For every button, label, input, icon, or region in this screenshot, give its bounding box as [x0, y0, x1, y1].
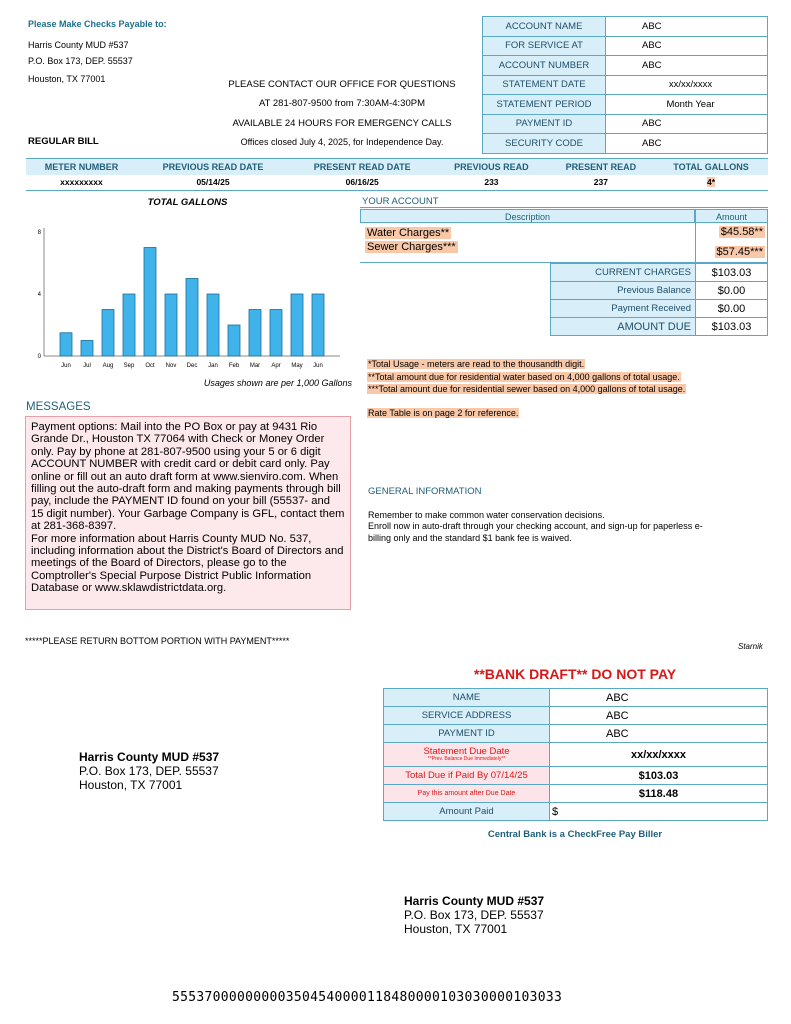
- water-charges-amount: $45.58**: [720, 226, 763, 238]
- totals-row: [551, 264, 768, 282]
- stub-row: [384, 689, 768, 707]
- account-name-label: ACCOUNT NAME: [483, 17, 606, 37]
- payment-received-label: Payment Received: [551, 300, 696, 318]
- bar: [207, 294, 219, 356]
- present-read-value: 237: [548, 175, 654, 191]
- remit-name: Harris County MUD #537: [79, 750, 220, 764]
- general-information-label: GENERAL INFORMATION: [368, 486, 482, 497]
- contact-line-4: Offices closed July 4, 2025, for Independence Day.: [240, 137, 444, 147]
- bar: [270, 310, 282, 357]
- y-tick-label: 0: [37, 354, 41, 360]
- messages-payment-text: Payment options: Mail into the PO Box or pay at 9431 Rio Grande Dr., Houston TX 77064 with Check or Money Order only. Pay by phone at 281-807-9500 using your 5 or 6 digit ACCOUNT NUMBER with credit card or debit card only. Pay online or fill out an auto draft form at www.sienviro.com. When filling out the auto-draft form and making payments through bill pay, include the PAYMENT ID found on your bill (55537- and 15 digit number). Your Garbage Company is GFL, contact them at 281-368-8397.: [31, 421, 345, 533]
- charges-divider: [695, 223, 696, 263]
- present-read-date-value: 06/16/25: [289, 175, 435, 191]
- security-code-value: ABC: [606, 134, 768, 154]
- account-row: [483, 36, 768, 56]
- chart-y-labels: [38, 230, 42, 360]
- stub-row: [384, 767, 768, 785]
- statement-date-label: STATEMENT DATE: [483, 75, 606, 95]
- account-row: [483, 134, 768, 154]
- charges-right-border: [767, 223, 768, 263]
- amount-due-value: $103.03: [696, 318, 768, 336]
- x-tick-label: Jan: [208, 363, 218, 369]
- stub-after-due-label: Pay this amount after Due Date: [384, 785, 550, 803]
- stub-row: [384, 725, 768, 743]
- bar: [60, 333, 72, 356]
- statement-period-value: Month Year: [606, 95, 768, 115]
- meter-number-header: METER NUMBER: [26, 159, 137, 175]
- note-water: **Total amount due for residential water based on 4,000 gallons of total usage.: [368, 372, 680, 382]
- description-header: Description: [360, 209, 695, 223]
- bar: [228, 325, 240, 356]
- account-row: [483, 75, 768, 95]
- amount-header: Amount: [695, 209, 768, 223]
- current-charges-label: CURRENT CHARGES: [551, 264, 696, 282]
- stub-service-label: SERVICE ADDRESS: [384, 707, 550, 725]
- sewer-charges-label: Sewer Charges***: [367, 241, 456, 253]
- total-gallons-value: [654, 175, 768, 191]
- y-tick-label: 4: [37, 292, 41, 298]
- security-code-label: SECURITY CODE: [483, 134, 606, 154]
- x-tick-label: Nov: [165, 363, 177, 369]
- payable-name: Harris County MUD #537: [28, 40, 129, 50]
- account-number-label: ACCOUNT NUMBER: [483, 56, 606, 76]
- x-tick-label: Oct: [145, 363, 155, 369]
- contact-line-3: AVAILABLE 24 HOURS FOR EMERGENCY CALLS: [232, 118, 452, 129]
- bar: [291, 294, 303, 356]
- customer-name: Harris County MUD #537: [404, 894, 545, 908]
- total-gallons-header: TOTAL GALLONS: [654, 159, 768, 175]
- remit-address: [79, 750, 219, 792]
- x-tick-label: Aug: [102, 363, 114, 369]
- general-line-2: Enroll now in auto-draft through your checking account, and sign-up for paperless e-: [368, 521, 703, 531]
- bar: [186, 279, 198, 357]
- bar: [102, 310, 114, 357]
- payable-address-line2: Houston, TX 77001: [28, 74, 106, 84]
- x-tick-label: Jun: [61, 363, 71, 369]
- present-read-date-header: PRESENT READ DATE: [289, 159, 435, 175]
- current-charges-value: $103.03: [696, 264, 768, 282]
- bar: [144, 248, 156, 357]
- stub-service-value: ABC: [550, 707, 768, 725]
- payment-id-label: PAYMENT ID: [483, 114, 606, 134]
- stub-due-date-title: Statement Due Date: [423, 746, 510, 757]
- account-number-value: ABC: [606, 56, 768, 76]
- stub-row: [384, 707, 768, 725]
- stub-row: [384, 803, 768, 821]
- remit-line-2: Houston, TX 77001: [79, 778, 183, 792]
- water-charges-label: Water Charges**: [367, 227, 450, 239]
- previous-balance-value: $0.00: [696, 282, 768, 300]
- chart-note: Usages shown are per 1,000 Gallons: [203, 378, 352, 388]
- stub-amount-paid-label: Amount Paid: [384, 803, 550, 821]
- meter-reading-table: [26, 158, 768, 191]
- x-tick-label: Jun: [313, 363, 323, 369]
- your-account-rule: [360, 207, 768, 208]
- service-at-value: ABC: [606, 36, 768, 56]
- service-at-label: FOR SERVICE AT: [483, 36, 606, 56]
- usage-bar-chart: [30, 210, 340, 370]
- general-line-3: billing only and the standard $1 bank fee is waived.: [368, 533, 572, 543]
- meter-value-row: [26, 175, 768, 191]
- payable-address-line1: P.O. Box 173, DEP. 55537: [28, 56, 133, 66]
- totals-table: [550, 263, 768, 336]
- your-account-label: YOUR ACCOUNT: [362, 196, 439, 207]
- return-notice: *****PLEASE RETURN BOTTOM PORTION WITH PAYMENT*****: [25, 636, 290, 646]
- totals-row: [551, 282, 768, 300]
- payment-id-value: ABC: [606, 114, 768, 134]
- bank-draft-notice: **BANK DRAFT** DO NOT PAY: [473, 666, 677, 682]
- totals-row: [551, 300, 768, 318]
- meter-number-value: xxxxxxxxx: [26, 175, 137, 191]
- account-row: [483, 114, 768, 134]
- customer-line-2: Houston, TX 77001: [404, 922, 508, 936]
- previous-read-date-value: 05/14/25: [137, 175, 289, 191]
- x-tick-label: May: [291, 363, 303, 369]
- note-sewer: ***Total amount due for residential sewer based on 4,000 gallons of total usage.: [368, 384, 686, 394]
- chart-x-labels: [61, 363, 323, 369]
- bar: [312, 294, 324, 356]
- x-tick-label: Mar: [249, 363, 261, 369]
- chart-title: TOTAL GALLONS: [147, 197, 228, 208]
- stub-due-date-label: [384, 743, 550, 767]
- stub-total-due-value: $103.03: [550, 767, 768, 785]
- account-row: [483, 56, 768, 76]
- totals-row: [551, 318, 768, 336]
- note-total-usage: *Total Usage - meters are read to the thousandth digit.: [368, 359, 585, 369]
- bar: [81, 341, 93, 357]
- micr-scanline: 555370000000003504540000118480000103030000103033: [172, 990, 563, 1005]
- stub-name-label: NAME: [384, 689, 550, 707]
- stub-row: [384, 743, 768, 767]
- x-tick-label: Apr: [271, 363, 281, 369]
- y-tick-label: 8: [37, 230, 41, 236]
- messages-label: MESSAGES: [26, 401, 91, 413]
- previous-read-date-header: PREVIOUS READ DATE: [137, 159, 289, 175]
- present-read-header: PRESENT READ: [548, 159, 654, 175]
- bill-type: REGULAR BILL: [28, 136, 99, 147]
- sewer-charges-amount: $57.45***: [716, 246, 763, 258]
- stub-total-due-label: Total Due if Paid By 07/14/25: [384, 767, 550, 785]
- customer-line-1: P.O. Box 173, DEP. 55537: [404, 908, 544, 922]
- general-line-1: Remember to make common water conservation decisions.: [368, 510, 605, 520]
- payment-stub-table: [383, 688, 768, 821]
- x-tick-label: Dec: [186, 363, 198, 369]
- amount-due-label: AMOUNT DUE: [551, 318, 696, 336]
- account-name-value: ABC: [606, 17, 768, 37]
- remit-line-1: P.O. Box 173, DEP. 55537: [79, 764, 219, 778]
- account-row: [483, 95, 768, 115]
- previous-read-value: 233: [435, 175, 547, 191]
- charges-body: [360, 223, 768, 263]
- messages-info-text: For more information about Harris County MUD No. 537, including information about the District's Board of Directors and meetings of the Board of Directors, please go to the Comptroller's Special Purpose District Public Information Database or www.sklawdistrictdata.org.: [31, 532, 344, 595]
- charges-header: [360, 209, 768, 223]
- x-tick-label: Feb: [228, 363, 240, 369]
- note-rate-table: Rate Table is on page 2 for reference.: [368, 408, 519, 418]
- stub-after-due-value: $118.48: [550, 785, 768, 803]
- checkfree-notice: Central Bank is a CheckFree Pay Biller: [487, 829, 663, 840]
- account-row: [483, 17, 768, 37]
- stub-due-date-sub: **Prev. Balance Due Immediately**: [427, 756, 506, 762]
- stub-payment-id-label: PAYMENT ID: [384, 725, 550, 743]
- bar: [249, 310, 261, 357]
- customer-address: [404, 894, 544, 936]
- stub-due-date-value: xx/xx/xxxx: [550, 743, 768, 767]
- payment-received-value: $0.00: [696, 300, 768, 318]
- previous-read-header: PREVIOUS READ: [435, 159, 547, 175]
- stub-row: [384, 785, 768, 803]
- statement-date-value: xx/xx/xxxx: [606, 75, 768, 95]
- stub-amount-paid-field[interactable]: $: [550, 803, 768, 821]
- stub-payment-id-value: ABC: [550, 725, 768, 743]
- starnik-label: Starnik: [738, 642, 763, 651]
- messages-box: [25, 416, 351, 610]
- contact-line-2: AT 281-807-9500 from 7:30AM-4:30PM: [259, 98, 425, 109]
- total-gallons-highlight: 4*: [707, 177, 716, 188]
- statement-period-label: STATEMENT PERIOD: [483, 95, 606, 115]
- chart-bars: [60, 248, 324, 357]
- bar: [165, 294, 177, 356]
- x-tick-label: Sep: [123, 363, 135, 369]
- stub-name-value: ABC: [550, 689, 768, 707]
- x-tick-label: Jul: [83, 363, 91, 369]
- account-info-table: [482, 16, 768, 154]
- previous-balance-label: Previous Balance: [551, 282, 696, 300]
- bar: [123, 294, 135, 356]
- contact-line-1: PLEASE CONTACT OUR OFFICE FOR QUESTIONS: [228, 79, 456, 90]
- payable-to-label: Please Make Checks Payable to:: [28, 19, 167, 29]
- meter-header-row: [26, 159, 768, 175]
